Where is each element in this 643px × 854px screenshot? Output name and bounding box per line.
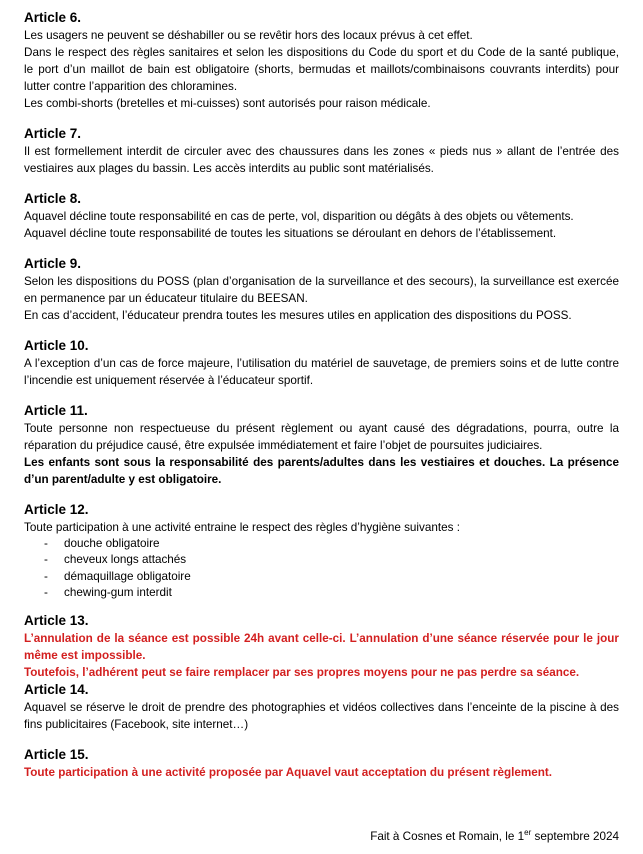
list-item: - cheveux longs attachés — [44, 552, 619, 568]
article-11 — [24, 402, 619, 488]
article-13-title: Article 13. — [24, 612, 89, 628]
list-item: - démaquillage obligatoire — [44, 569, 619, 585]
article-8-paragraph-2: Aquavel décline toute responsabilité de toutes les situations se déroulant en dehors de l’établissement. — [24, 227, 557, 240]
hygiene-rules-list — [24, 536, 619, 602]
article-13-red-paragraph-1: L’annulation de la séance est possible 24h avant celle-ci. L’annulation d’une séance réservée pour le jour même est impossible. — [24, 631, 619, 662]
article-6 — [24, 9, 619, 112]
article-9 — [24, 255, 619, 324]
article-14 — [24, 681, 619, 733]
article-13 — [24, 612, 619, 681]
article-12-title: Article 12. — [24, 502, 89, 517]
article-15 — [24, 746, 619, 781]
article-12 — [24, 501, 619, 602]
footer-superscript: er — [524, 828, 532, 837]
article-15-red-paragraph-1: Toute participation à une activité proposée par Aquavel vaut acceptation du présent règlement. — [24, 765, 553, 779]
list-item: - chewing-gum interdit — [44, 585, 619, 601]
article-11-paragraph-1: Toute personne non respectueuse du présent règlement ou ayant causé des dégradations, pourra, outre la réparation du préjudice causé, être expulsée immédiatement et faire l’objet de poursuites judiciaires. — [24, 422, 619, 452]
article-10-title: Article 10. — [24, 338, 89, 353]
article-6-title: Article 6. — [24, 10, 82, 25]
article-7-paragraph-1: Il est formellement interdit de circuler avec des chaussures dans les zones « pieds nus » allant de l’entrée des vestiaires aux plages du bassin. Les accès interdits au public sont matérialisés. — [24, 145, 619, 175]
article-9-paragraph-2: En cas d’accident, l’éducateur prendra toutes les mesures utiles en application des dispositions du POSS. — [24, 309, 572, 322]
article-8-paragraph-1: Aquavel décline toute responsabilité en cas de perte, vol, disparition ou dégâts à des objets ou vêtements. — [24, 210, 574, 223]
article-7-title: Article 7. — [24, 126, 82, 141]
article-14-paragraph-1: Aquavel se réserve le droit de prendre des photographies et vidéos collectives dans l’enceinte de la piscine à des fins publicitaires (Facebook, site internet…) — [24, 700, 619, 731]
article-6-paragraph-2: Dans le respect des règles sanitaires et selon les dispositions du Code du sport et du Code de la santé publique, le port d’un maillot de bain est obligatoire (shorts, bermudas et maillots/combinaisons couvrants interdits) pour lutter contre l’apparition des chloramines. — [24, 46, 619, 93]
article-6-paragraph-1: Les usagers ne peuvent se déshabiller ou se revêtir hors des locaux prévus à cet effet. — [24, 29, 473, 42]
article-9-paragraph-1: Selon les dispositions du POSS (plan d’organisation de la surveillance et des secours), la surveillance est exercée en permanence par un éducateur titulaire du BEESAN. — [24, 275, 619, 305]
article-13-red-paragraph-2: Toutefois, l’adhérent peut se faire remplacer par ses propres moyens pour ne pas perdre sa séance. — [24, 665, 580, 679]
article-10 — [24, 337, 619, 389]
footer-suffix: septembre 2024 — [531, 829, 619, 843]
article-11-title: Article 11. — [24, 403, 88, 418]
signature-date-line — [370, 825, 619, 845]
article-11-bold-notice: Les enfants sont sous la responsabilité des parents/adultes dans les vestiaires et douches. La présence d’un parent/adulte y est obligatoire. — [24, 456, 619, 486]
article-15-title: Article 15. — [24, 746, 89, 762]
list-item: - douche obligatoire — [44, 536, 619, 552]
article-12-intro: Toute participation à une activité entraine le respect des règles d’hygiène suivantes : — [24, 521, 460, 534]
article-7 — [24, 125, 619, 177]
article-6-paragraph-3: Les combi-shorts (bretelles et mi-cuisses) sont autorisés pour raison médicale. — [24, 97, 431, 110]
article-9-title: Article 9. — [24, 256, 82, 271]
footer-prefix: Fait à Cosnes et Romain, le 1 — [370, 829, 525, 843]
article-8-title: Article 8. — [24, 191, 82, 206]
article-10-paragraph-1: A l’exception d’un cas de force majeure, l’utilisation du matériel de sauvetage, de premiers soins et de lutte contre l’incendie est uniquement réservée à l’éducateur sportif. — [24, 357, 619, 387]
article-14-title: Article 14. — [24, 681, 89, 697]
article-8 — [24, 190, 619, 242]
